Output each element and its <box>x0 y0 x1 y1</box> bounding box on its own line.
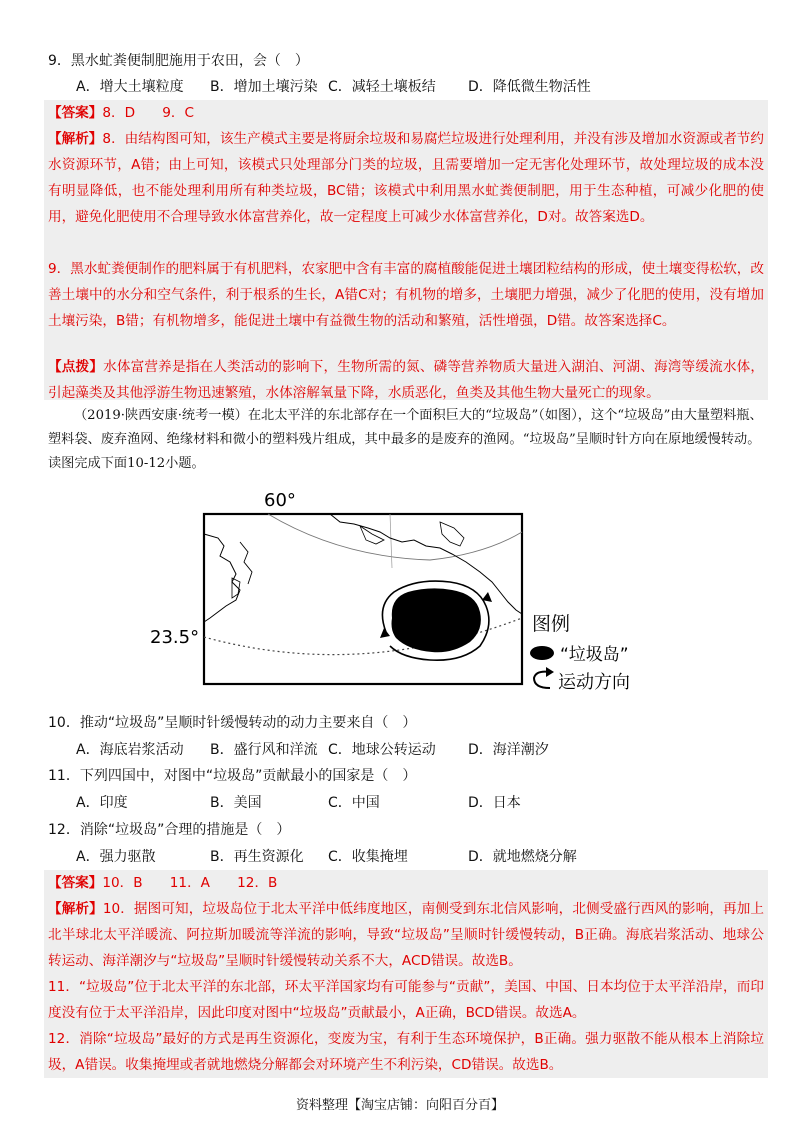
answer-8-9 <box>48 100 764 126</box>
option-b: B．再生资源化 <box>210 849 304 865</box>
group-intro: （2019·陕西安康·统考一模）在北太平洋的东北部存在一个面积巨大的“垃圾岛”（如图），这个“垃圾岛”由大量塑料瓶、塑料袋、废弃渔网、绝缘材料和微小的塑料残片组成，其中最多的是废弃的渔网。“垃圾岛”呈顺时针方向在原地缓慢转动。读图完成下面10-12小题。 <box>48 408 763 471</box>
answer-text: 10．B 11．A 12．B <box>102 875 278 891</box>
answer-tag: 【答案】 <box>48 105 103 121</box>
option-d: D．就地燃烧分解 <box>468 849 577 865</box>
analysis-tag: 【解析】 <box>48 131 103 147</box>
option-c: C．中国 <box>328 795 380 811</box>
tip-text: 水体富营养是指在人类活动的影响下，生物所需的氮、磷等营养物质大量进入湖泊、河湖、海湾等缓流水体，引起藻类及其他浮游生物迅速繁殖，水体溶解氧量下降，水质恶化，鱼类及其他生物大量死亡的现象。 <box>48 359 764 401</box>
legend-motion-label: 运动方向 <box>558 672 630 693</box>
tip <box>48 354 764 406</box>
option-d: D．降低微生物活性 <box>468 79 591 95</box>
option-a: A．印度 <box>76 795 128 811</box>
analysis-12: 12．消除“垃圾岛”最好的方式是再生资源化，变废为宝，有利于生态环境保护，B正确。强力驱散不能从根本上消除垃圾，A错误。收集掩埋或者就地燃烧分解都会对环境产生不利污染，CD错误。故选B。 <box>48 1031 764 1073</box>
question-9-stem: 9．黑水虻粪便制肥施用于农田，会（ ） <box>48 53 309 69</box>
latitude-60-label: 60° <box>264 490 296 511</box>
option-c: C．收集掩埋 <box>328 849 408 865</box>
page-footer: 资料整理【淘宝店铺：向阳百分百】 <box>295 1098 504 1113</box>
option-b: B．增加土壤污染 <box>210 79 318 95</box>
analysis-10-text: 10．据图可知，垃圾岛位于北太平洋中低纬度地区，南侧受到东北信风影响，北侧受盛行西风的影响，再加上北半球北太平洋暖流、阿拉斯加暖流等洋流的影响，导致“垃圾岛”呈顺时针缓慢转动，B正确。海底岩浆活动、地球公转运动、海洋潮汐与“垃圾岛”呈顺时针缓慢转动关系不大，ACD错误。故选B。 <box>48 901 765 969</box>
option-a: A．强力驱散 <box>76 849 156 865</box>
answer-10-12 <box>48 870 764 896</box>
analysis-10 <box>48 896 764 974</box>
option-b: B．美国 <box>210 795 262 811</box>
analysis-tag: 【解析】 <box>48 901 103 917</box>
tip-tag: 【点拨】 <box>48 359 104 375</box>
legend-island-label: “垃圾岛” <box>560 645 629 665</box>
option-c: C．减轻土壤板结 <box>328 79 436 95</box>
option-c: C．地球公转运动 <box>328 742 436 758</box>
option-b: B．盛行风和洋流 <box>210 742 318 758</box>
analysis-9: 9．黑水虻粪便制作的肥料属于有机肥料，农家肥中含有丰富的腐植酸能促进土壤团粒结构的形成，使土壤变得松软，改善土壤中的水分和空气条件，利于根系的生长，A错C对；有机物的增多，土壤肥力增强，减少了化肥的使用，没有增加土壤污染，B错；有机物增多，能促进土壤中有益微生物的活动和繁殖，活性增强，D错。故答案选择C。 <box>48 261 764 329</box>
answer-text: 8．D 9．C <box>102 105 195 121</box>
option-d: D．海洋潮汐 <box>468 742 549 758</box>
analysis-11: 11．“垃圾岛”位于北太平洋的东北部，环太平洋国家均有可能参与“贡献”，美国、中国、日本均位于太平洋沿岸，而印度没有位于太平洋沿岸，因此印度对图中“垃圾岛”贡献最小，A正确，BCD错误。故选A。 <box>48 979 764 1021</box>
answer-tag: 【答案】 <box>48 875 103 891</box>
latitude-23-5-label: 23.5° <box>150 627 200 648</box>
garbage-island-map <box>140 482 680 702</box>
question-12-stem: 12．消除“垃圾岛”合理的措施是（ ） <box>48 822 291 838</box>
option-d: D．日本 <box>468 795 521 811</box>
option-a: A．海底岩浆活动 <box>76 742 184 758</box>
garbage-island <box>392 588 481 652</box>
legend-island-symbol <box>530 646 554 660</box>
option-a: A．增大土壤粒度 <box>76 79 184 95</box>
analysis-8-text: 8．由结构图可知，该生产模式主要是将厨余垃圾和易腐烂垃圾进行处理利用，并没有涉及增加水资源或者节约水资源环节，A错；由上可知，该模式只处理部分门类的垃圾，且需要增加一定无害化处理环节，故处理垃圾的成本没有明显降低，也不能处理利用所有种类垃圾，BC错；该模式中利用黑水虻粪便制肥，用于生态种植，可减少化肥的使用，避免化肥使用不合理导致水体富营养化，故一定程度上可减少水体富营养化，D对。故答案选D。 <box>48 131 764 225</box>
legend-title: 图例 <box>532 613 571 635</box>
question-11-stem: 11．下列四国中，对图中“垃圾岛”贡献最小的国家是（ ） <box>48 768 417 784</box>
legend-motion-arrowhead <box>546 667 554 677</box>
analysis-8 <box>48 126 764 230</box>
map-frame <box>204 514 522 684</box>
question-10-stem: 10．推动“垃圾岛”呈顺时针缓慢转动的动力主要来自（ ） <box>48 715 417 731</box>
